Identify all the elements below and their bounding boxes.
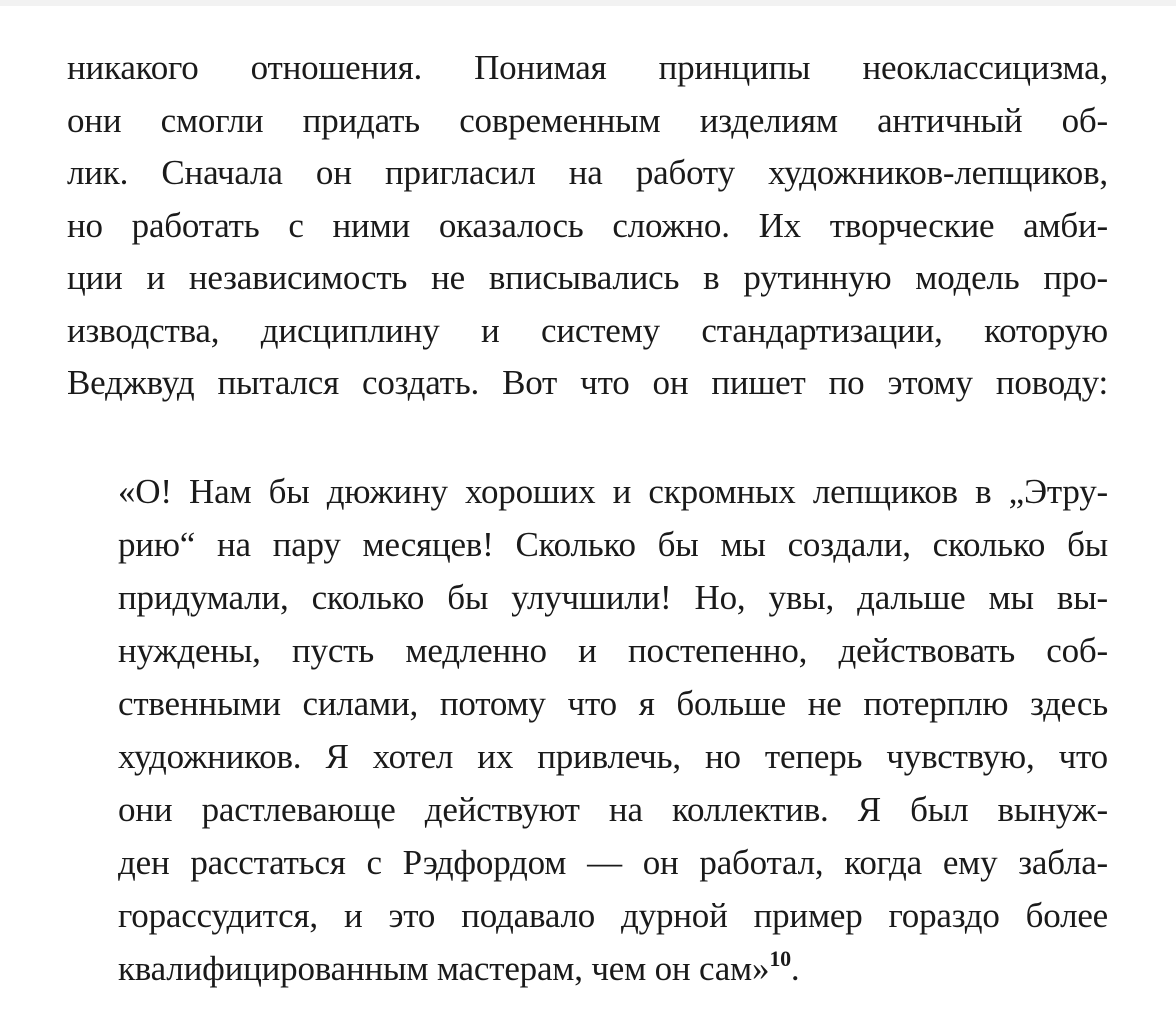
paragraph-line: никакого отношения. Понимая принципы неоклассицизма, <box>67 48 1108 87</box>
quote-line: нуждены, пусть медленно и постепенно, действовать соб- <box>118 631 1108 670</box>
footnote-marker[interactable]: 10 <box>769 946 791 971</box>
paragraph-line: Веджвуд пытался создать. Вот что он пишет по этому поводу: <box>67 363 1108 402</box>
paragraph-line: лик. Сначала он пригласил на работу художников-лепщиков, <box>67 153 1108 192</box>
quote-line: ден расстаться с Рэдфордом — он работал, когда ему забла- <box>118 843 1108 882</box>
quote-line: «О! Нам бы дюжину хороших и скромных лепщиков в „Этру- <box>118 472 1108 511</box>
paragraph-line: но работать с ними оказалось сложно. Их творческие амби- <box>67 206 1108 245</box>
paragraph-line: изводства, дисциплину и систему стандартизации, которую <box>67 311 1108 350</box>
paragraph-line: ции и независимость не вписывались в рутинную модель про- <box>67 258 1108 297</box>
quote-line: горассудится, и это подавало дурной пример гораздо более <box>118 896 1108 935</box>
quote-end-punct: . <box>790 949 800 988</box>
quote-line: они растлевающе действуют на коллектив. Я был вынуж- <box>118 790 1108 829</box>
quote-line: придумали, сколько бы улучшили! Но, увы, дальше мы вы- <box>118 578 1108 617</box>
quote-line-text: квалифицированным мастерам, чем он сам» <box>118 949 770 988</box>
quote-last-line <box>118 946 800 989</box>
quote-line: рию“ на пару месяцев! Сколько бы мы создали, сколько бы <box>118 525 1108 564</box>
quote-line: художников. Я хотел их привлечь, но теперь чувствую, что <box>118 737 1108 776</box>
paragraph-line: они смогли придать современным изделиям античный об- <box>67 101 1108 140</box>
quote-line: ственными силами, потому что я больше не потерплю здесь <box>118 684 1108 723</box>
